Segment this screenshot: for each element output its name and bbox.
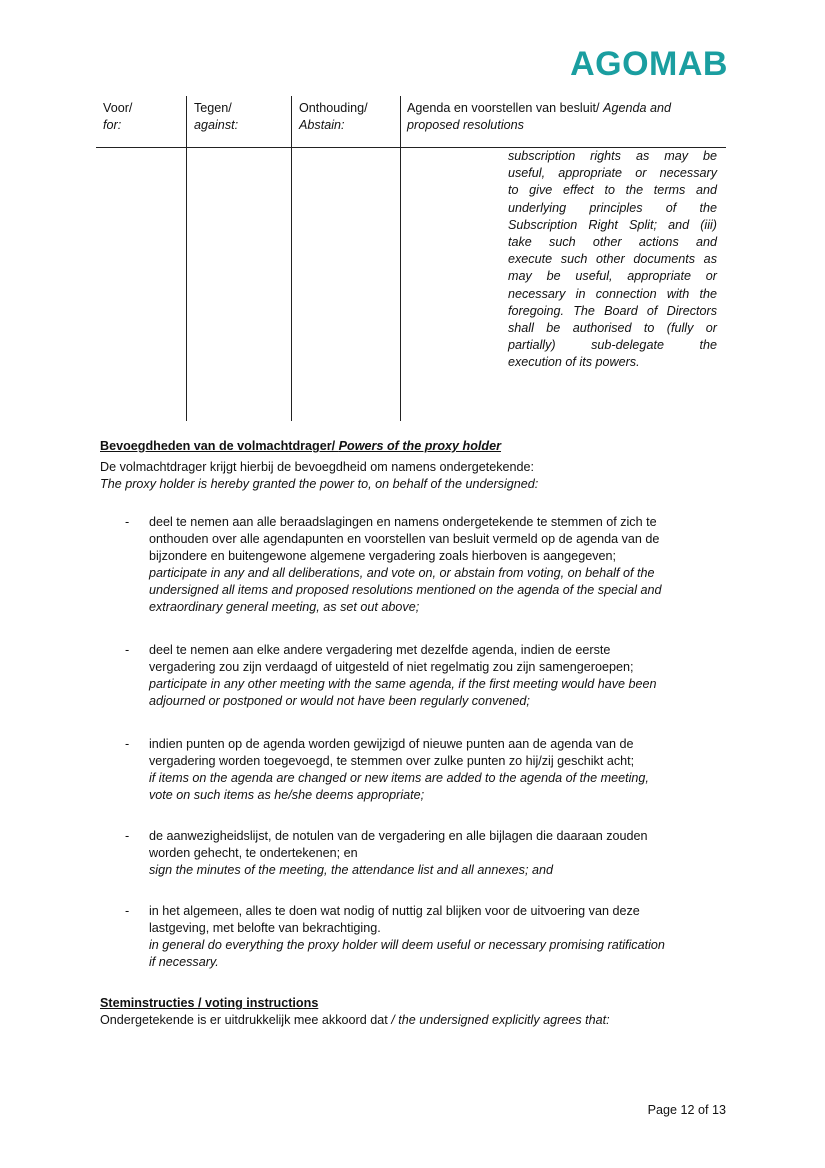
en-line: extraordinary general meeting, as set out above; <box>149 600 420 614</box>
header-agenda <box>407 100 727 134</box>
powers-intro-en: The proxy holder is hereby granted the power to, on behalf of the undersigned: <box>100 477 539 491</box>
list-item-body <box>149 736 734 804</box>
cell-line: partially) sub-delegate the <box>508 338 717 353</box>
header-abstain-en: Abstain: <box>299 118 345 132</box>
list-item-body <box>149 903 734 971</box>
powers-title-nl: Bevoegdheden van de volmachtdrager/ <box>100 439 339 453</box>
header-abstain-nl: Onthouding/ <box>299 101 368 115</box>
nl-line: vergadering zou zijn verdaagd of uitgesteld of niet regelmatig zou zijn samengeroepen; <box>149 660 634 674</box>
list-item-body <box>149 514 734 616</box>
list-item-body <box>149 828 734 879</box>
cell-line: shall be authorised to (fully or <box>508 321 717 336</box>
en-line: in general do everything the proxy holder will deem useful or necessary promising ratification <box>149 938 665 952</box>
dash-marker: - <box>125 829 130 843</box>
page-number: Page 12 of 13 <box>647 1103 726 1117</box>
en-line: vote on such items as he/she deems appropriate; <box>149 788 425 802</box>
header-for <box>103 100 132 134</box>
cell-line: underlying principles of the <box>508 200 717 215</box>
header-against-nl: Tegen/ <box>194 101 232 115</box>
header-agenda-nl: Agenda en voorstellen van besluit/ <box>407 101 604 115</box>
nl-line: deel te nemen aan alle beraadslagingen en namens ondergetekende te stemmen of zich te <box>149 515 657 529</box>
cell-line: execution of its powers. <box>508 355 640 370</box>
cell-line: Subscription Right Split; and (iii) <box>508 217 717 232</box>
header-for-en: for: <box>103 118 122 132</box>
cell-line: execute such other documents as <box>508 252 717 267</box>
voting-intro <box>100 1012 730 1029</box>
nl-line: vergadering worden toegevoegd, te stemmen over zulke punten zo hij/zij geschikt acht; <box>149 754 635 768</box>
header-agenda-line1 <box>407 100 727 117</box>
cell-line: take such other actions and <box>508 235 717 250</box>
voting-intro-nl: Ondergetekende is er uitdrukkelijk mee akkoord dat <box>100 1013 392 1027</box>
en-line: if necessary. <box>149 955 219 969</box>
cell-line: to give effect to the terms and <box>508 183 717 198</box>
en-line: adjourned or postponed or would not have been regularly convened; <box>149 694 530 708</box>
nl-line: deel te nemen aan elke andere vergadering met dezelfde agenda, indien de eerste <box>149 643 611 657</box>
list-item-body <box>149 642 734 710</box>
cell-line: necessary in connection with the <box>508 286 717 301</box>
dash-marker: - <box>125 904 130 918</box>
nl-line: indien punten op de agenda worden gewijzigd of nieuwe punten aan de agenda van de <box>149 737 634 751</box>
logo-text: AGOMAB <box>570 45 728 83</box>
nl-line: worden gehecht, te ondertekenen; en <box>149 846 358 860</box>
header-agenda-en: Agenda and <box>603 101 671 115</box>
dash-marker: - <box>125 643 130 657</box>
nl-line: in het algemeen, alles te doen wat nodig of nuttig zal blijken voor de uitvoering van deze <box>149 904 640 918</box>
header-against <box>194 100 238 134</box>
voting-title: Steminstructies / voting instructions <box>100 996 319 1010</box>
table-divider-3 <box>400 96 401 421</box>
header-against-en: against: <box>194 118 239 132</box>
voting-intro-en: / the undersigned explicitly agrees that: <box>391 1013 610 1027</box>
cell-line: foregoing. The Board of Directors <box>508 303 717 318</box>
table-divider-1 <box>186 96 187 421</box>
table-divider-2 <box>291 96 292 421</box>
en-line: undersigned all items and proposed resolutions mentioned on the agenda of the special and <box>149 583 662 597</box>
nl-line: bijzondere en buitengewone algemene vergadering zoals hierboven is aangegeven; <box>149 549 617 563</box>
cell-line: subscription rights as may be <box>508 149 717 163</box>
header-abstain <box>299 100 368 134</box>
agomab-logo <box>553 44 728 84</box>
resolution-text-cell <box>508 148 717 372</box>
en-line: participate in any other meeting with the same agenda, if the first meeting would have been <box>149 677 657 691</box>
en-line: if items on the agenda are changed or new items are added to the agenda of the meeting, <box>149 771 649 785</box>
nl-line: lastgeving, met belofte van bekrachtiging. <box>149 921 381 935</box>
nl-line: de aanwezigheidslijst, de notulen van de vergadering en alle bijlagen die daaraan zouden <box>149 829 648 843</box>
powers-intro-nl: De volmachtdrager krijgt hierbij de bevoegdheid om namens ondergetekende: <box>100 460 535 474</box>
header-for-nl: Voor/ <box>103 101 133 115</box>
en-line: sign the minutes of the meeting, the attendance list and all annexes; and <box>149 863 553 877</box>
powers-title-en: Powers of the proxy holder <box>338 439 502 453</box>
cell-line: may be useful, appropriate or <box>508 269 717 284</box>
nl-line: onthouden over alle agendapunten en voorstellen van besluit vermeld op de agenda van de <box>149 532 660 546</box>
dash-marker: - <box>125 737 130 751</box>
cell-line: useful, appropriate or necessary <box>508 166 717 181</box>
en-line: participate in any and all deliberations, and vote on, or abstain from voting, on behalf of the <box>149 566 655 580</box>
header-agenda-line2: proposed resolutions <box>407 118 524 132</box>
dash-marker: - <box>125 515 130 529</box>
powers-title <box>100 438 501 455</box>
